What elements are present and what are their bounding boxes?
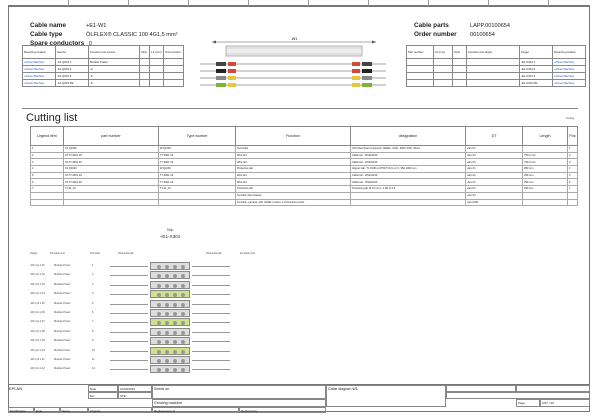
cable-parts: LAPP.00100654 — [470, 23, 511, 29]
table-row — [407, 66, 586, 73]
table-cell: 2 — [568, 152, 578, 159]
table-cell: +Panel Machine — [553, 73, 586, 80]
sheet-title: Cable diagram W1 — [326, 385, 446, 407]
table-cell: +E1-X301 — [466, 199, 523, 206]
strip-row — [0, 318, 600, 327]
strip-col-function-right: Function text — [240, 252, 255, 255]
strip-row — [0, 337, 600, 346]
table-cell: TY.4001.1S — [159, 159, 236, 166]
table-cell: +Panel Machine — [553, 59, 586, 66]
table-row — [23, 80, 184, 87]
table-cell: +E1-X1 — [466, 172, 523, 179]
table-row — [31, 186, 578, 193]
table-cell: TY.4001.1S — [159, 152, 236, 159]
strip-row — [0, 262, 600, 271]
table-row — [31, 199, 578, 206]
table-cell: 6 — [31, 179, 64, 186]
strip-row — [0, 309, 600, 318]
col-function: Function — [236, 127, 351, 146]
table-cell: 4 — [31, 166, 64, 173]
strip-target: -W1.Q1.1.42 — [30, 367, 45, 371]
terminal-block — [150, 356, 190, 364]
strip-terminal-number: 10 — [92, 348, 95, 352]
terminal-block — [150, 365, 190, 373]
strip-function: Module Power — [54, 329, 71, 333]
table-cell: Wire ferr. — [236, 172, 351, 179]
table-cell: 1 — [568, 146, 578, 153]
col-pos: Pos — [568, 127, 578, 146]
table-cell — [64, 192, 159, 199]
cable-type: ÖLFLEX® CLASSIC 100 4G1,5 mm² — [86, 32, 178, 38]
strip-target: -W1.Q1.1.39 — [30, 339, 45, 343]
table-cell: -E1-X301:2 — [520, 66, 553, 73]
strip-row — [0, 328, 600, 337]
strip-col-device: Device/length — [118, 252, 134, 255]
strip-name: +E1-X301 — [159, 234, 181, 239]
table-cell: +Panel Machine — [553, 80, 586, 87]
col-function-target: Function text target — [467, 46, 520, 59]
strip-row — [0, 347, 600, 356]
target-table-header — [407, 46, 586, 59]
terminal-block — [150, 347, 190, 355]
col-mounting: Mounting location — [553, 46, 586, 59]
table-cell: 4 — [568, 166, 578, 173]
table-cell: Wire ferr. — [236, 152, 351, 159]
table-cell — [31, 192, 64, 199]
table-cell: 350 mm — [523, 179, 568, 186]
table-row — [23, 73, 184, 80]
table-cell: 6 — [568, 179, 578, 186]
strip-terminal-number: 5 — [92, 301, 94, 305]
table-row — [407, 73, 586, 80]
table-cell: Protective tab — [236, 166, 351, 173]
table-cell: Protective tab — [236, 186, 351, 193]
col-mounting: Mounting location — [23, 46, 56, 59]
table-cell: -K — [89, 73, 140, 80]
source-table — [22, 45, 184, 87]
strip-function: Module Power — [54, 311, 71, 314]
col-type-number: Type number — [159, 127, 236, 146]
table-cell: 350 mm — [523, 186, 568, 193]
strip-terminal-number: 6 — [92, 311, 94, 314]
col-function-source: Function text source — [89, 46, 140, 59]
order-number: 00100654 — [470, 32, 495, 38]
table-cell: -E1-X301:1 — [520, 59, 553, 66]
cable-name-label: Cable name — [30, 22, 66, 29]
strip-terminal-number: 3 — [92, 282, 94, 286]
original-label: Original — [88, 407, 152, 413]
replaced-label: Replaced by — [239, 407, 326, 413]
dimension-arrow-left — [212, 41, 216, 44]
wire-2 — [200, 69, 386, 73]
col-designation: designation — [351, 127, 466, 146]
order-number-label: Order number — [414, 31, 457, 38]
terminal-block — [150, 328, 190, 336]
strip-col-device-right: Device/length — [206, 252, 222, 255]
terminal-block — [150, 262, 190, 270]
col-part-number: part number — [64, 127, 159, 146]
col-l1: L1 (mm) — [150, 46, 164, 59]
table-row — [31, 152, 578, 159]
strip-function: Module Power — [54, 339, 71, 343]
table-cell: -E1-X301:3 — [520, 73, 553, 80]
strip-function: Module Power — [54, 358, 71, 361]
cable-parts-info — [414, 14, 584, 38]
terminal-block — [150, 309, 190, 317]
table-cell: -K1.Q001:5 — [56, 73, 89, 80]
date-value: 10/03/2023 — [118, 385, 152, 392]
strip-target: -W1.Q1.1.35 — [30, 301, 45, 305]
terminal-block — [150, 318, 190, 326]
table-cell: +Panel Machine — [23, 73, 56, 80]
table-row — [31, 159, 578, 166]
strip-col-terminal: Terminal — [90, 252, 100, 255]
table-cell: +E1-X1 — [466, 186, 523, 193]
wire-1 — [200, 62, 386, 66]
spare-value: 0 — [88, 41, 92, 47]
strip-col-function: Function text — [50, 252, 65, 255]
tb-empty-1 — [446, 385, 516, 392]
strip-terminal-number: 8 — [92, 329, 94, 333]
cable-sheath — [226, 46, 362, 56]
table-cell: -K — [89, 80, 140, 87]
strip-function: Module Power — [54, 320, 71, 324]
table-cell: +Panel Machine — [23, 59, 56, 66]
table-cell: W.Q1000 — [159, 146, 236, 153]
wire-pe — [200, 83, 386, 87]
cable-parts-label: Cable parts — [414, 22, 449, 29]
table-cell: -E1-X301:PE — [520, 80, 553, 87]
table-cell: 5 — [568, 172, 578, 179]
strip-function: Module Power — [54, 282, 71, 286]
table-cell: 1 — [31, 146, 64, 153]
table-cell: AT.TY.4001.1S — [64, 172, 159, 179]
cutting-section — [22, 108, 578, 124]
strip-terminal-number: 4 — [92, 292, 94, 296]
table-cell: 3 — [31, 159, 64, 166]
table-cell — [568, 199, 578, 206]
col-dt: DT — [466, 127, 523, 146]
table-cell: 3 — [568, 159, 578, 166]
col-strip: Strip. — [140, 46, 150, 59]
table-cell: Wire ferr. — [236, 179, 351, 186]
terminal-block — [150, 271, 190, 279]
table-cell: Cable ferr. 15x40x150 — [351, 179, 466, 186]
cable-drawing — [186, 34, 406, 96]
table-cell: +E1-X1 — [466, 166, 523, 173]
project-name: Seeds on — [152, 385, 326, 399]
strip-terminal-number: 9 — [92, 339, 94, 343]
table-cell: +E1-X1 — [466, 179, 523, 186]
strip-terminal-number: 7 — [92, 320, 94, 324]
table-cell: +Panel Machine — [553, 66, 586, 73]
table-cell: -K1.Q001:PE — [56, 80, 89, 87]
table-cell — [351, 199, 466, 206]
cutting-header — [31, 127, 578, 146]
table-cell: K1.Q1000 — [64, 146, 159, 153]
table-cell: TY.4001.1S — [159, 179, 236, 186]
strip-target: -W1.Q1.1.31 — [30, 264, 45, 267]
strip-target: -W1.Q1.1.40 — [30, 348, 45, 352]
terminal-block — [150, 300, 190, 308]
tb-empty-2 — [516, 385, 590, 392]
table-row — [31, 146, 578, 153]
table-cell: Module Power — [89, 59, 140, 66]
cable-drawing-name: -W1 — [290, 37, 298, 41]
table-cell: Aligner cab. T1 1500 to 0750 T10 Cu 1 K. 35A 1000 mm — [351, 166, 466, 173]
col-l2: L2 (mm) — [433, 46, 452, 59]
cable-name: +E1-W1 — [86, 23, 107, 29]
table-cell: T1.W_13 — [159, 186, 236, 193]
cable-type-label: Cable type — [30, 31, 63, 38]
table-cell — [523, 192, 568, 199]
strip-function: Module Power — [54, 273, 71, 277]
table-cell: +Panel Machine — [23, 66, 56, 73]
strip-row — [0, 271, 600, 280]
page-value: ANT / 20 — [540, 399, 590, 407]
table-cell: Function strip listener — [236, 192, 351, 199]
col-target: Target — [520, 46, 553, 59]
col-part: Part number — [164, 46, 184, 59]
table-cell — [31, 199, 64, 206]
strip-function: Module Power — [54, 367, 71, 371]
date-label: Date — [88, 385, 118, 392]
strip-terminal-number: 2 — [92, 273, 94, 277]
strip-terminal-number: 12 — [92, 367, 95, 371]
source-table-header — [23, 46, 184, 59]
tb-empty-3 — [446, 392, 590, 399]
strip-target: -W1.Q1.1.36 — [30, 311, 45, 314]
table-cell: TY.4001.1S — [159, 172, 236, 179]
table-cell: +E1-X1 — [466, 159, 523, 166]
table-cell: Cable ferr. 15x40x150 — [351, 152, 466, 159]
table-cell: 750.0 mm — [523, 159, 568, 166]
strip-function: Module Power — [54, 348, 71, 352]
table-cell — [523, 146, 568, 153]
strip-function: Module Power — [54, 292, 71, 296]
table-cell — [523, 199, 568, 206]
table-cell: 750.0 mm — [523, 152, 568, 159]
strip-function: Module Power — [54, 301, 71, 305]
terminal-block — [150, 281, 190, 289]
replacement-label: Replacement of — [152, 407, 239, 413]
table-row — [31, 179, 578, 186]
table-cell: Cable ferr. 15x40x150 — [351, 159, 466, 166]
table-row — [407, 59, 586, 66]
table-cell — [351, 192, 466, 199]
title-block — [8, 384, 590, 413]
strip-terminal-number: 1 — [92, 264, 94, 267]
date2-label: Date — [34, 407, 60, 413]
table-cell: AT.TY.4001.1S — [64, 179, 159, 186]
editor-value: STE — [118, 392, 152, 399]
table-cell: W.Q1000 — [159, 166, 236, 173]
col-part: Part number — [407, 46, 434, 59]
col-source: Source — [56, 46, 89, 59]
table-cell: 5 — [31, 172, 64, 179]
table-row — [407, 80, 586, 87]
table-cell: -K — [89, 66, 140, 73]
table-cell: Function, general, with middle contact, 2 connection points — [236, 199, 351, 206]
table-row — [23, 66, 184, 73]
table-cell: 7 — [31, 186, 64, 193]
terminal-block — [150, 337, 190, 345]
project-subtitle: Grinding machine — [152, 399, 326, 407]
strip-col-target: Target — [30, 252, 38, 255]
strip-target: -W1.Q1.1.34 — [30, 292, 45, 296]
cutting-table — [30, 126, 578, 206]
table-cell: Cable ferr. 15x40x150 — [351, 172, 466, 179]
strip-row — [0, 290, 600, 299]
strip-target: -W1.Q1.1.32 — [30, 273, 45, 277]
table-cell: Protecting tab W 16 mm L 1 PE H 3.5 . — [351, 186, 466, 193]
strip-row — [0, 300, 600, 309]
strip-function: Module Power — [54, 264, 71, 267]
spare-label: Spare conductors — [30, 40, 85, 47]
brand-logo: EPLAN — [9, 386, 23, 391]
strip-target: -W1.Q1.1.37 — [30, 320, 45, 324]
table-cell: +E1-X1 — [466, 192, 523, 199]
col-length: Length — [523, 127, 568, 146]
table-cell: -K1.Q001:3 — [56, 66, 89, 73]
strip-row — [0, 356, 600, 365]
table-cell: T1.W_13 — [64, 186, 159, 193]
strip-row — [0, 281, 600, 290]
table-row — [31, 192, 578, 199]
table-cell — [64, 199, 159, 206]
table-row — [31, 172, 578, 179]
table-cell — [159, 192, 236, 199]
wire-3 — [200, 76, 386, 80]
table-cell: AT.TY.4001.1S — [64, 152, 159, 159]
strip-target: -W1.Q1.1.41 — [30, 358, 45, 361]
cutting-corner-label: Cutting — [565, 117, 574, 120]
table-cell: 350 mm — [523, 166, 568, 173]
page-label: Page — [516, 399, 540, 407]
table-row — [31, 166, 578, 173]
table-cell: +Panel Machine — [23, 80, 56, 87]
strip-label: Strip — [166, 228, 174, 232]
table-cell: -K1.Q001:1 — [56, 59, 89, 66]
table-cell: AT.TY.4001.1S — [64, 159, 159, 166]
dimension-arrow-right — [372, 41, 376, 44]
col-legend: Legend item — [31, 127, 64, 146]
terminal-block — [150, 290, 190, 298]
strip-target: -W1.Q1.1.33 — [30, 282, 45, 286]
table-cell: UNI 1/terminal connection, NEMA, 100A, 600V ASN, 30mm — [351, 146, 466, 153]
name-label: Name — [60, 407, 88, 413]
strip-terminal-number: 11 — [92, 358, 95, 361]
col-strip: Strip. — [453, 46, 467, 59]
table-cell: 2 — [31, 152, 64, 159]
cutting-title: Cutting list — [26, 112, 78, 124]
table-cell — [159, 199, 236, 206]
table-cell — [568, 192, 578, 199]
table-cell: +E1-X1 — [466, 146, 523, 153]
strip-target: -W1.Q1.1.38 — [30, 329, 45, 333]
table-cell: Wire ferr. — [236, 159, 351, 166]
table-cell: +E1-X1 — [466, 152, 523, 159]
table-cell: K1.Q1000 — [64, 166, 159, 173]
editor-label: Ed. — [88, 392, 118, 399]
target-table — [406, 45, 586, 87]
table-cell: Terminals — [236, 146, 351, 153]
strip-row — [0, 365, 600, 374]
table-cell: 350 mm — [523, 172, 568, 179]
table-row — [23, 59, 184, 66]
cutting-table-wrap — [30, 126, 578, 206]
table-cell: 7 — [568, 186, 578, 193]
modification-label: Modification — [8, 407, 34, 413]
